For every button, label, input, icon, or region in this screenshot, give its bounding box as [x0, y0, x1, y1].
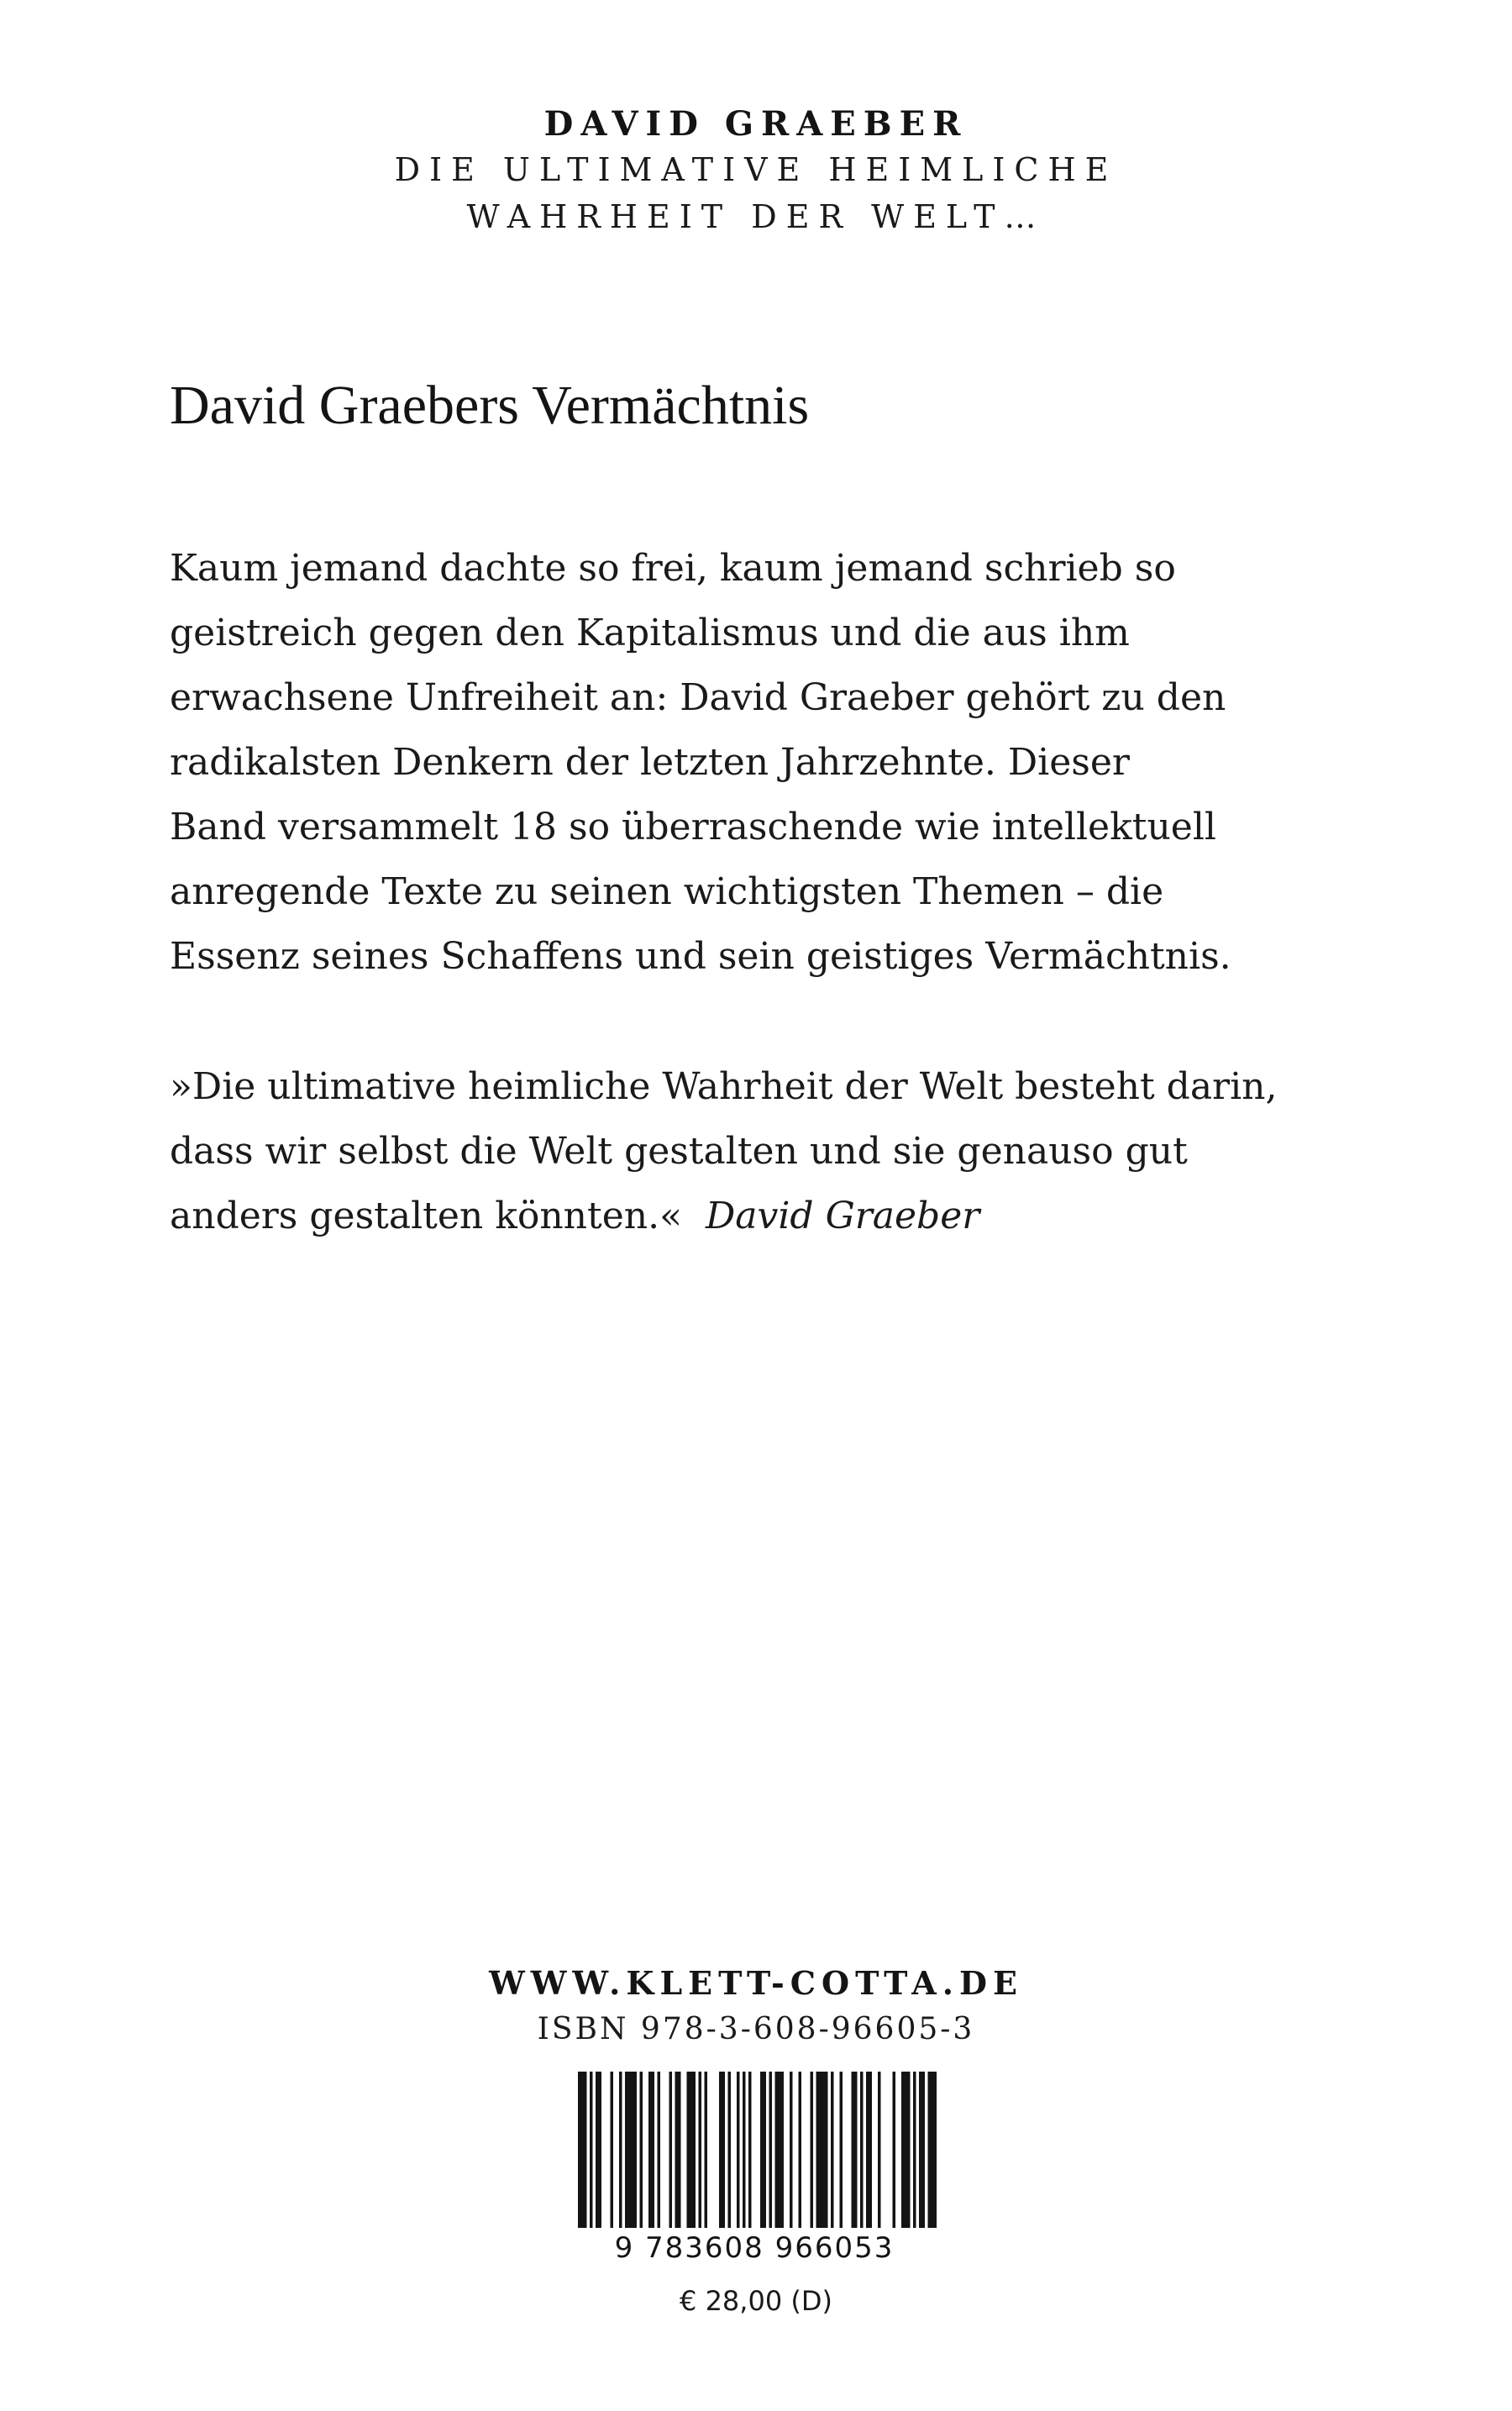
quote-line-last	[170, 1184, 1362, 1248]
description-line: erwachsene Unfreiheit an: David Graeber gehört zu den	[170, 676, 1226, 719]
isbn-number: ISBN 978-3-608-96605-3	[537, 2012, 975, 2046]
publisher-url: WWW.KLETT-COTTA.DE	[489, 1964, 1023, 2002]
barcode-digits: 9 783608 966053	[614, 2231, 895, 2265]
quote-attribution: David Graeber	[705, 1195, 980, 1237]
blurb-description	[170, 536, 1362, 989]
description-line: Essenz seines Schaffens und sein geistiges Vermächtnis.	[170, 935, 1231, 978]
quote-text: anders gestalten könnten.«	[170, 1195, 682, 1237]
barcode-icon	[561, 2072, 948, 2256]
price-label: € 28,00 (D)	[680, 2285, 832, 2317]
description-line: anregende Texte zu seinen wichtigsten Themen – die	[170, 870, 1164, 913]
book-title-line-2: WAHRHEIT DER WELT…	[466, 198, 1046, 235]
blurb-heading: David Graebers Vermächtnis	[170, 375, 810, 436]
description-line: Kaum jemand dachte so frei, kaum jemand schrieb so	[170, 547, 1176, 590]
author-name: DAVID GRAEBER	[543, 104, 969, 144]
book-title-line-1: DIE ULTIMATIVE HEIMLICHE	[394, 151, 1118, 188]
quote-line: »Die ultimative heimliche Wahrheit der Welt besteht darin,	[170, 1065, 1278, 1108]
blurb-quote	[170, 1054, 1362, 1248]
description-line: geistreich gegen den Kapitalismus und die aus ihm	[170, 612, 1130, 654]
description-line: Band versammelt 18 so überraschende wie intellektuell	[170, 806, 1216, 848]
description-line: radikalsten Denkern der letzten Jahrzehnte. Dieser	[170, 741, 1130, 784]
quote-line: dass wir selbst die Welt gestalten und sie genauso gut	[170, 1130, 1188, 1173]
